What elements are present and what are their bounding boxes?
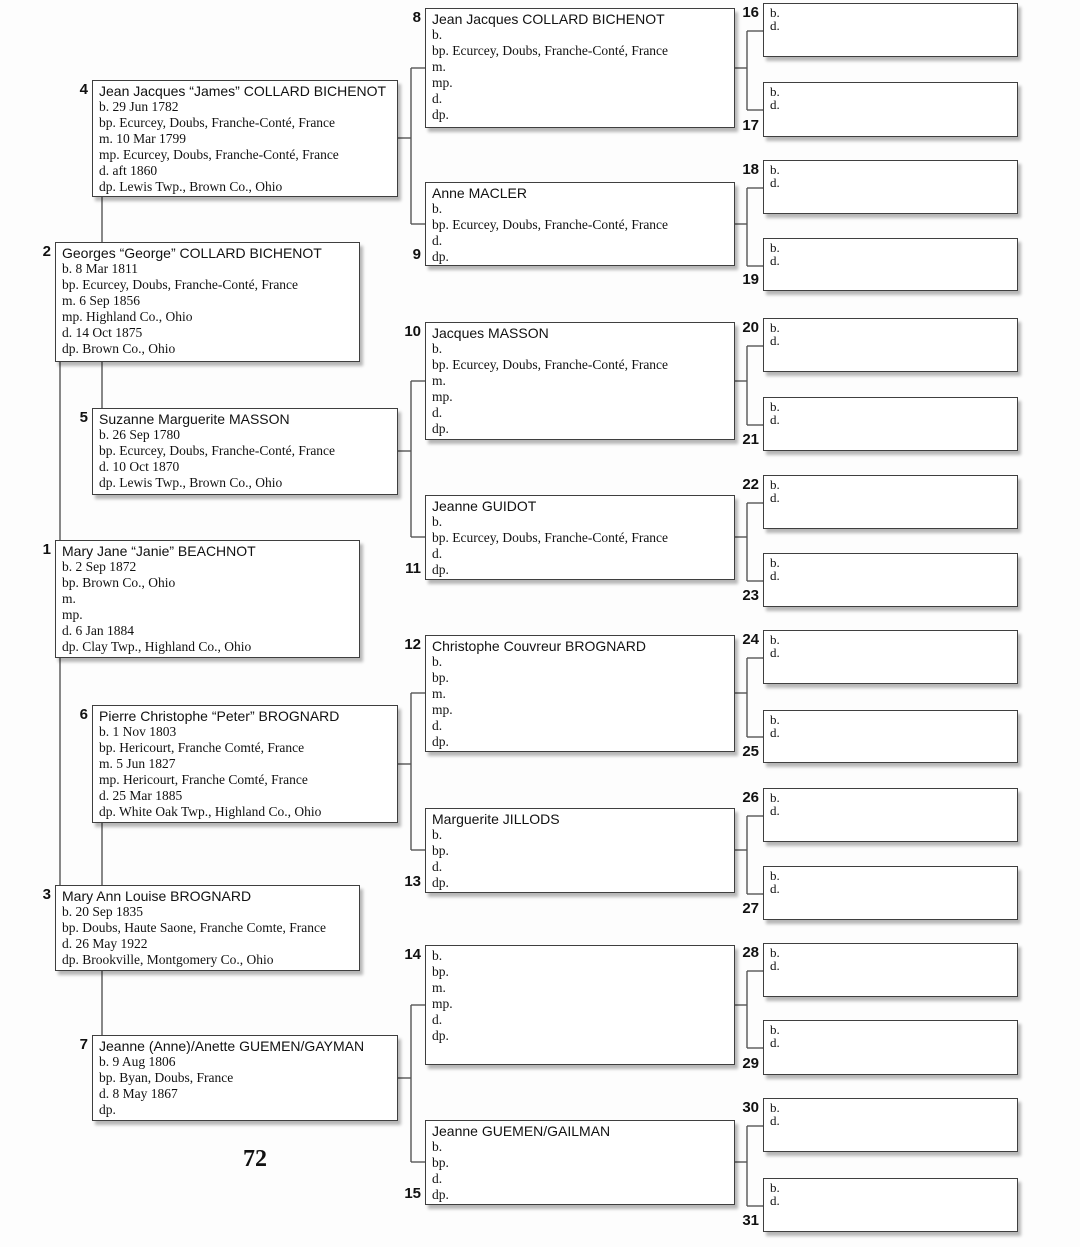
- person-12-box: [425, 635, 735, 752]
- person-30-line-1: d.: [770, 1113, 780, 1128]
- person-2-box: [55, 242, 360, 362]
- person-22-number: 22: [742, 476, 759, 493]
- person-9-number: 9: [412, 246, 421, 263]
- person-8-line-4: d.: [432, 91, 443, 106]
- person-6-line-5: dp. White Oak Twp., Highland Co., Ohio: [99, 804, 322, 819]
- person-14-line-1: bp.: [432, 964, 449, 979]
- person-5-line-3: dp. Lewis Twp., Brown Co., Ohio: [99, 475, 283, 490]
- person-7-number: 7: [79, 1036, 88, 1053]
- person-6-box: [92, 705, 398, 823]
- person-9-name: Anne MACLER: [432, 185, 527, 201]
- person-20-line-0: b.: [770, 320, 780, 335]
- person-14-box: [425, 945, 735, 1065]
- person-6-line-4: d. 25 Mar 1885: [99, 788, 183, 803]
- page-number: 72: [243, 1146, 267, 1172]
- person-25-line-0: b.: [770, 712, 780, 727]
- person-4-line-5: dp. Lewis Twp., Brown Co., Ohio: [99, 179, 283, 194]
- person-8-line-3: mp.: [432, 75, 453, 90]
- person-7-line-1: bp. Byan, Doubs, France: [99, 1070, 234, 1085]
- person-16-line-1: d.: [770, 18, 780, 33]
- person-23-line-1: d.: [770, 568, 780, 583]
- person-24-number: 24: [742, 631, 759, 648]
- person-29-box: [763, 1020, 1018, 1075]
- person-14-line-4: d.: [432, 1012, 443, 1027]
- person-27-box: [763, 866, 1018, 920]
- person-12-line-2: m.: [432, 686, 446, 701]
- person-18-box: [763, 160, 1018, 214]
- person-5-line-1: bp. Ecurcey, Doubs, Franche-Conté, France: [99, 443, 336, 458]
- person-12-line-4: d.: [432, 718, 443, 733]
- person-11-line-2: d.: [432, 546, 443, 561]
- person-10-line-2: m.: [432, 373, 446, 388]
- person-7-line-3: dp.: [99, 1102, 116, 1117]
- person-15-line-0: b.: [432, 1139, 443, 1154]
- person-15-line-1: bp.: [432, 1155, 449, 1170]
- person-2-line-3: mp. Highland Co., Ohio: [62, 309, 193, 324]
- person-13-line-1: bp.: [432, 843, 449, 858]
- person-17-box: [763, 82, 1018, 137]
- person-8-number: 8: [412, 9, 421, 26]
- person-10-name: Jacques MASSON: [432, 325, 549, 341]
- person-31-box: [763, 1178, 1018, 1232]
- person-8-box: [425, 8, 735, 128]
- person-9-line-2: d.: [432, 233, 443, 248]
- person-15-line-2: d.: [432, 1171, 443, 1186]
- person-29-line-0: b.: [770, 1022, 780, 1037]
- person-18-line-1: d.: [770, 175, 780, 190]
- person-20-number: 20: [742, 319, 759, 336]
- person-12-line-3: mp.: [432, 702, 453, 717]
- person-3-box: [55, 885, 360, 971]
- person-11-name: Jeanne GUIDOT: [432, 498, 537, 514]
- person-14-line-5: dp.: [432, 1028, 449, 1043]
- person-25-number: 25: [742, 743, 759, 760]
- person-4-line-0: b. 29 Jun 1782: [99, 99, 179, 114]
- person-2-line-4: d. 14 Oct 1875: [62, 325, 143, 340]
- person-16-number: 16: [742, 4, 759, 21]
- person-13-line-2: d.: [432, 859, 443, 874]
- person-17-line-1: d.: [770, 97, 780, 112]
- person-1-line-5: dp. Clay Twp., Highland Co., Ohio: [62, 639, 252, 654]
- person-11-line-0: b.: [432, 514, 443, 529]
- person-15-number: 15: [404, 1185, 421, 1202]
- person-30-line-0: b.: [770, 1100, 780, 1115]
- person-3-line-1: bp. Doubs, Haute Saone, Franche Comte, France: [62, 920, 326, 935]
- person-8-name: Jean Jacques COLLARD BICHENOT: [432, 11, 665, 27]
- person-7-name: Jeanne (Anne)/Anette GUEMEN/GAYMAN: [99, 1038, 365, 1054]
- person-14-number: 14: [404, 946, 421, 963]
- person-10-line-5: dp.: [432, 421, 449, 436]
- person-4-name: Jean Jacques “James” COLLARD BICHENOT: [99, 83, 387, 99]
- person-1-name: Mary Jane “Janie” BEACHNOT: [62, 543, 256, 559]
- person-22-line-1: d.: [770, 490, 780, 505]
- person-19-box: [763, 238, 1018, 291]
- person-4-line-1: bp. Ecurcey, Doubs, Franche-Conté, France: [99, 115, 336, 130]
- person-27-line-0: b.: [770, 868, 780, 883]
- person-17-line-0: b.: [770, 84, 780, 99]
- person-31-number: 31: [742, 1212, 759, 1229]
- person-26-box: [763, 788, 1018, 842]
- person-11-line-1: bp. Ecurcey, Doubs, Franche-Conté, France: [432, 530, 669, 545]
- person-9-line-3: dp.: [432, 249, 449, 264]
- person-27-line-1: d.: [770, 881, 780, 896]
- person-5-number: 5: [79, 409, 88, 426]
- person-4-box: [92, 80, 398, 197]
- person-24-line-1: d.: [770, 645, 780, 660]
- person-28-number: 28: [742, 944, 759, 961]
- person-4-number: 4: [79, 81, 88, 98]
- person-28-line-0: b.: [770, 945, 780, 960]
- person-5-line-2: d. 10 Oct 1870: [99, 459, 180, 474]
- person-23-line-0: b.: [770, 555, 780, 570]
- person-10-number: 10: [404, 323, 421, 340]
- person-9-box: [425, 182, 735, 266]
- person-14-line-0: b.: [432, 948, 443, 963]
- person-12-line-0: b.: [432, 654, 443, 669]
- person-12-line-5: dp.: [432, 734, 449, 749]
- person-4-line-3: mp. Ecurcey, Doubs, Franche-Conté, France: [99, 147, 339, 162]
- person-3-line-3: dp. Brookville, Montgomery Co., Ohio: [62, 952, 274, 967]
- person-18-line-0: b.: [770, 162, 780, 177]
- person-24-box: [763, 630, 1018, 684]
- person-12-line-1: bp.: [432, 670, 449, 685]
- person-8-line-2: m.: [432, 59, 446, 74]
- person-28-box: [763, 943, 1018, 997]
- person-5-box: [92, 408, 398, 495]
- person-17-number: 17: [742, 117, 759, 134]
- person-21-line-1: d.: [770, 412, 780, 427]
- person-1-number: 1: [42, 541, 51, 558]
- person-1-line-3: mp.: [62, 607, 83, 622]
- person-23-number: 23: [742, 587, 759, 604]
- person-8-line-1: bp. Ecurcey, Doubs, Franche-Conté, France: [432, 43, 669, 58]
- person-1-line-4: d. 6 Jan 1884: [62, 623, 134, 638]
- person-2-number: 2: [42, 243, 51, 260]
- person-7-line-0: b. 9 Aug 1806: [99, 1054, 176, 1069]
- person-13-line-0: b.: [432, 827, 443, 842]
- person-6-number: 6: [79, 706, 88, 723]
- person-30-number: 30: [742, 1099, 759, 1116]
- person-26-line-0: b.: [770, 790, 780, 805]
- person-29-line-1: d.: [770, 1035, 780, 1050]
- person-26-number: 26: [742, 789, 759, 806]
- person-13-line-3: dp.: [432, 875, 449, 890]
- person-22-line-0: b.: [770, 477, 780, 492]
- person-2-name: Georges “George” COLLARD BICHENOT: [62, 245, 322, 261]
- person-1-line-1: bp. Brown Co., Ohio: [62, 575, 176, 590]
- person-2-line-1: bp. Ecurcey, Doubs, Franche-Conté, France: [62, 277, 299, 292]
- person-9-line-0: b.: [432, 201, 443, 216]
- person-29-number: 29: [742, 1055, 759, 1072]
- person-10-line-0: b.: [432, 341, 443, 356]
- person-1-box: [55, 540, 360, 658]
- person-19-line-0: b.: [770, 240, 780, 255]
- person-22-box: [763, 475, 1018, 529]
- person-13-box: [425, 808, 735, 893]
- person-3-name: Mary Ann Louise BROGNARD: [62, 888, 252, 904]
- person-19-line-1: d.: [770, 253, 780, 268]
- person-6-line-1: bp. Hericourt, Franche Comté, France: [99, 740, 305, 755]
- person-30-box: [763, 1098, 1018, 1152]
- person-5-name: Suzanne Marguerite MASSON: [99, 411, 290, 427]
- person-12-number: 12: [404, 636, 421, 653]
- person-15-box: [425, 1120, 735, 1205]
- person-6-line-3: mp. Hericourt, Franche Comté, France: [99, 772, 308, 787]
- person-3-line-0: b. 20 Sep 1835: [62, 904, 143, 919]
- person-20-line-1: d.: [770, 333, 780, 348]
- person-8-line-5: dp.: [432, 107, 449, 122]
- person-4-line-2: m. 10 Mar 1799: [99, 131, 186, 146]
- person-28-line-1: d.: [770, 958, 780, 973]
- person-10-line-3: mp.: [432, 389, 453, 404]
- person-2-line-0: b. 8 Mar 1811: [62, 261, 138, 276]
- person-25-line-1: d.: [770, 725, 780, 740]
- person-4-line-4: d. aft 1860: [99, 163, 158, 178]
- person-27-number: 27: [742, 900, 759, 917]
- person-25-box: [763, 710, 1018, 763]
- person-18-number: 18: [742, 161, 759, 178]
- person-13-number: 13: [404, 873, 421, 890]
- person-11-box: [425, 495, 735, 580]
- person-20-box: [763, 318, 1018, 372]
- person-23-box: [763, 553, 1018, 607]
- person-10-box: [425, 322, 735, 440]
- person-6-name: Pierre Christophe “Peter” BROGNARD: [99, 708, 340, 724]
- person-3-number: 3: [42, 886, 51, 903]
- person-31-line-1: d.: [770, 1193, 780, 1208]
- person-14-line-3: mp.: [432, 996, 453, 1011]
- person-14-line-2: m.: [432, 980, 446, 995]
- person-21-number: 21: [742, 431, 759, 448]
- person-15-line-3: dp.: [432, 1187, 449, 1202]
- person-19-number: 19: [742, 271, 759, 288]
- person-1-line-0: b. 2 Sep 1872: [62, 559, 137, 574]
- person-11-number: 11: [405, 560, 421, 577]
- person-16-line-0: b.: [770, 5, 780, 20]
- person-10-line-4: d.: [432, 405, 443, 420]
- person-26-line-1: d.: [770, 803, 780, 818]
- person-12-name: Christophe Couvreur BROGNARD: [432, 638, 646, 654]
- person-1-line-2: m.: [62, 591, 76, 606]
- person-9-line-1: bp. Ecurcey, Doubs, Franche-Conté, France: [432, 217, 669, 232]
- person-6-line-0: b. 1 Nov 1803: [99, 724, 177, 739]
- person-2-line-5: dp. Brown Co., Ohio: [62, 341, 176, 356]
- person-11-line-3: dp.: [432, 562, 449, 577]
- person-7-box: [92, 1035, 398, 1121]
- person-3-line-2: d. 26 May 1922: [62, 936, 148, 951]
- person-7-line-2: d. 8 May 1867: [99, 1086, 178, 1101]
- person-15-name: Jeanne GUEMEN/GAILMAN: [432, 1123, 611, 1139]
- person-21-box: [763, 397, 1018, 451]
- person-16-box: [763, 3, 1018, 57]
- person-13-name: Marguerite JILLODS: [432, 811, 560, 827]
- person-2-line-2: m. 6 Sep 1856: [62, 293, 141, 308]
- person-31-line-0: b.: [770, 1180, 780, 1195]
- person-6-line-2: m. 5 Jun 1827: [99, 756, 176, 771]
- person-8-line-0: b.: [432, 27, 443, 42]
- person-5-line-0: b. 26 Sep 1780: [99, 427, 180, 442]
- person-21-line-0: b.: [770, 399, 780, 414]
- person-24-line-0: b.: [770, 632, 780, 647]
- person-10-line-1: bp. Ecurcey, Doubs, Franche-Conté, France: [432, 357, 669, 372]
